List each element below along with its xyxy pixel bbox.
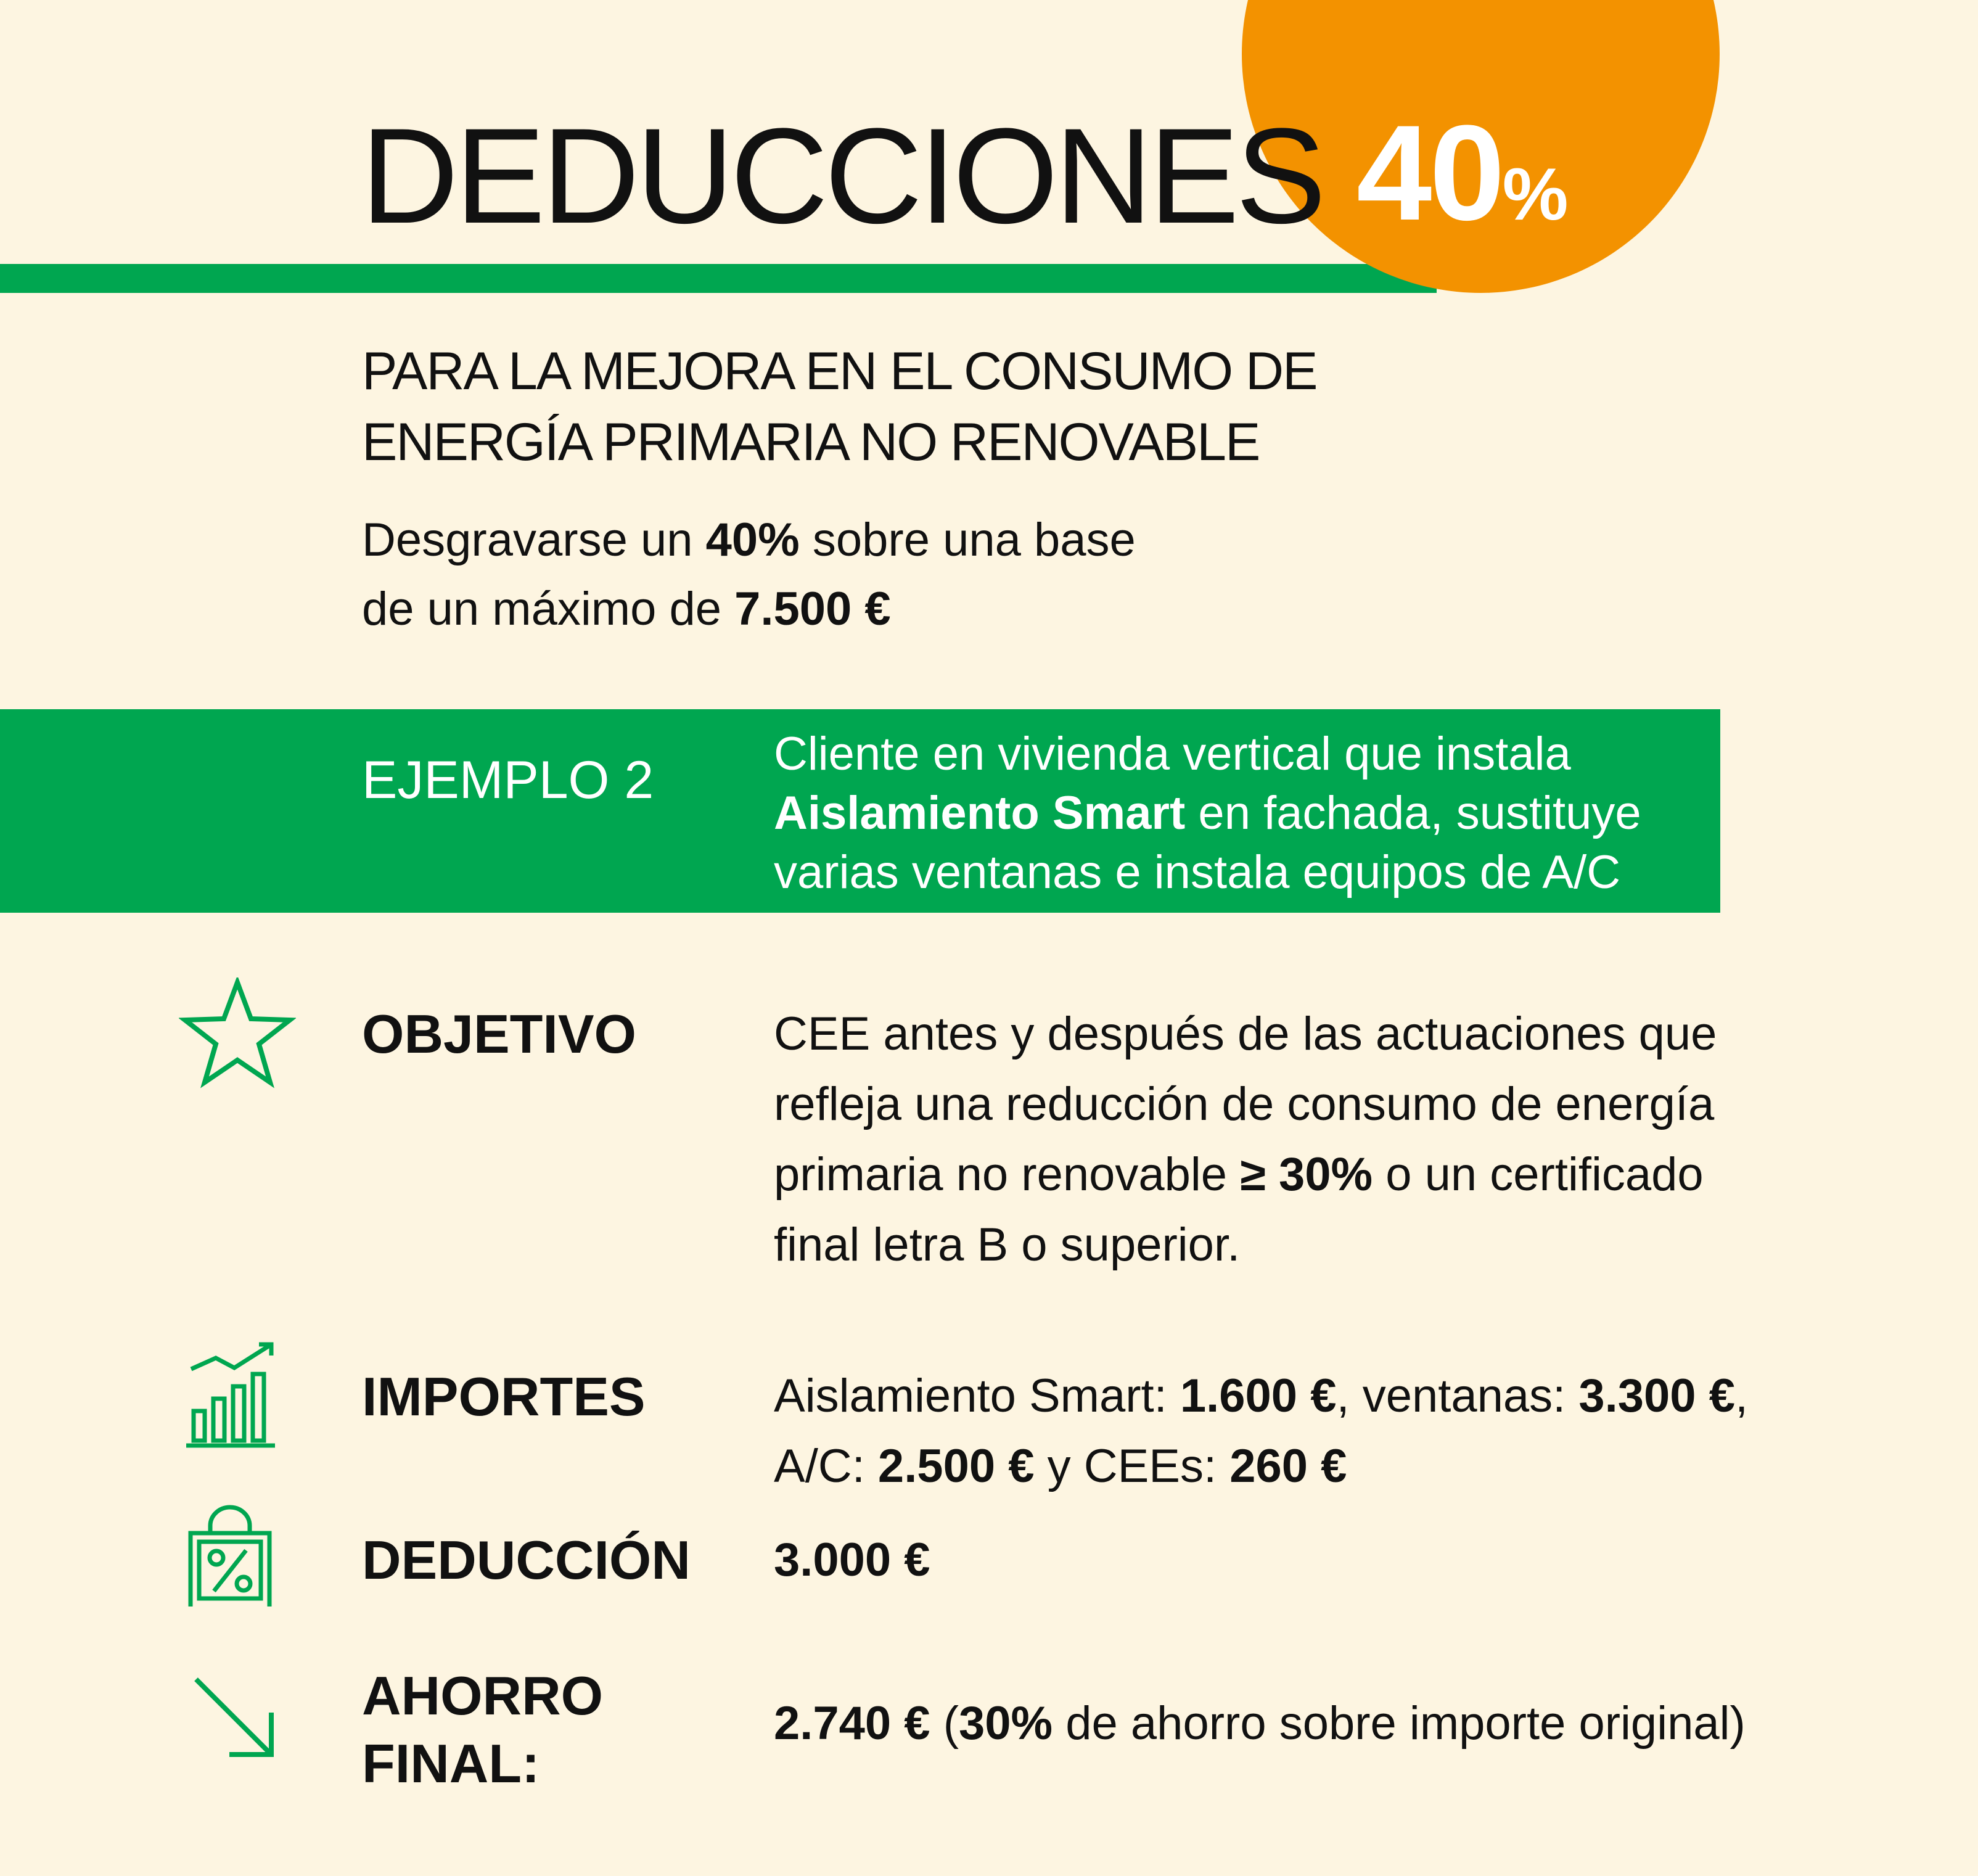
importes-line-1 — [774, 1361, 1748, 1431]
importes-amount: 3.300 € — [1578, 1370, 1735, 1422]
importes-amount: 2.500 € — [877, 1440, 1035, 1492]
percent-bag-icon — [187, 1505, 273, 1610]
subtitle-line-1: PARA LA MEJORA EN EL CONSUMO DE — [362, 342, 1317, 401]
page-title: DEDUCCIONES — [361, 100, 1323, 252]
importes-text-part: A/C: — [774, 1440, 878, 1492]
importes-text-part: Aislamiento Smart: — [774, 1370, 1180, 1422]
importes-label: IMPORTES — [362, 1366, 646, 1427]
example-product-name: Aislamiento Smart — [774, 787, 1186, 839]
example-label: EJEMPLO 2 — [362, 751, 654, 810]
badge-number: 40 — [1356, 97, 1503, 249]
importes-text-part: , ventanas: — [1336, 1370, 1579, 1422]
example-description — [774, 725, 1641, 902]
importes-text-part: , — [1734, 1370, 1749, 1422]
lead-text — [362, 506, 1136, 644]
ahorro-percent: 30% — [959, 1697, 1053, 1750]
lead-line-2 — [362, 575, 1136, 644]
example-line-2 — [774, 784, 1641, 843]
importes-description — [774, 1361, 1748, 1502]
lead-text-part: sobre una base — [799, 514, 1136, 566]
subtitle — [362, 336, 1317, 478]
ahorro-amount: 2.740 € — [774, 1697, 930, 1750]
ahorro-label-line-2: FINAL: — [362, 1733, 540, 1794]
ahorro-text-part: ( — [930, 1697, 959, 1750]
importes-amount: 260 € — [1229, 1440, 1347, 1492]
objetivo-text-part: primaria no renovable — [774, 1148, 1241, 1201]
importes-line-2 — [774, 1431, 1748, 1502]
bar-chart-icon — [185, 1338, 277, 1449]
objetivo-line-3 — [774, 1140, 1717, 1210]
deduccion-value: 3.000 € — [774, 1534, 930, 1586]
objetivo-threshold: ≥ 30% — [1240, 1148, 1373, 1201]
lead-max-amount: 7.500 € — [734, 583, 891, 635]
objetivo-line-2: refleja una reducción de consumo de energía — [774, 1078, 1715, 1130]
example-line-1: Cliente en vivienda vertical que instala — [774, 728, 1571, 780]
objetivo-text-part: o un certificado — [1373, 1148, 1704, 1201]
objetivo-description — [774, 999, 1717, 1280]
badge-percent-sign: % — [1502, 153, 1569, 236]
objetivo-line-1: CEE antes y después de las actuaciones que — [774, 1008, 1717, 1060]
objetivo-label: OBJETIVO — [362, 1003, 636, 1064]
lead-line-1 — [362, 506, 1136, 575]
importes-text-part: y CEEs: — [1034, 1440, 1230, 1492]
lead-text-part: Desgravarse un — [362, 514, 706, 566]
arrow-down-right-icon — [191, 1674, 277, 1761]
deduccion-label: DEDUCCIÓN — [362, 1529, 691, 1590]
lead-percent: 40% — [705, 514, 800, 566]
header-green-rule — [0, 264, 1437, 293]
badge-text — [1356, 97, 1569, 249]
example-text-part: en fachada, sustituye — [1185, 787, 1641, 839]
importes-amount: 1.600 € — [1180, 1370, 1337, 1422]
example-line-3: varias ventanas e instala equipos de A/C — [774, 846, 1621, 899]
ahorro-label-line-1: AHORRO — [362, 1665, 604, 1726]
ahorro-label — [362, 1662, 603, 1798]
ahorro-text-part: de ahorro sobre importe original) — [1053, 1697, 1746, 1750]
ahorro-value — [774, 1689, 1746, 1759]
star-icon — [179, 977, 296, 1088]
subtitle-line-2: ENERGÍA PRIMARIA NO RENOVABLE — [362, 413, 1260, 472]
lead-text-part: de un máximo de — [362, 583, 735, 635]
objetivo-line-4: final letra B o superior. — [774, 1219, 1241, 1271]
